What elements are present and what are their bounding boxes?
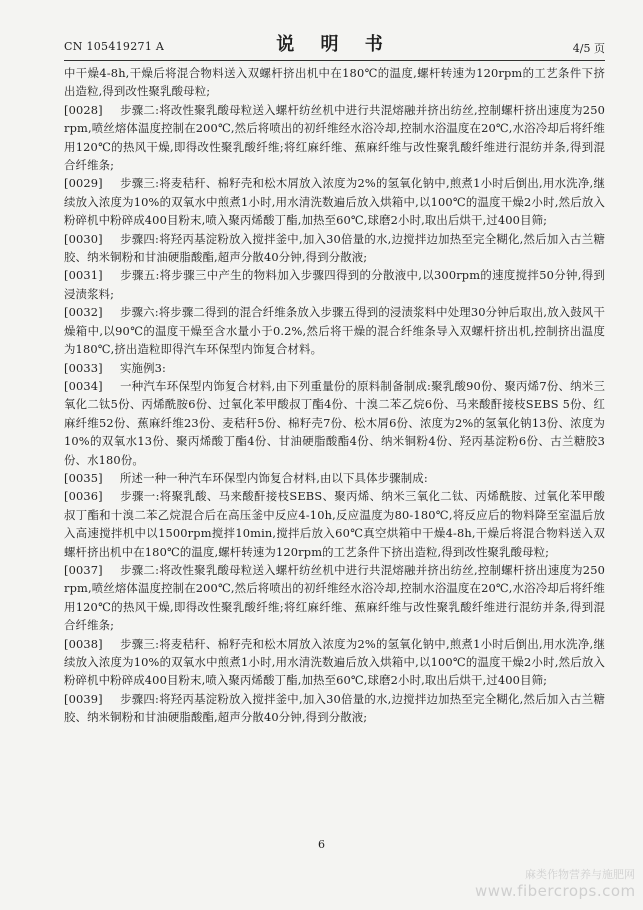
paragraph-text: 步骤一:将聚乳酸、马来酸酐接枝SEBS、聚丙烯、纳米三氧化二钛、丙烯酰胺、过氧化苯甲酸叔丁酯和十溴二苯乙烷混合后在高压釜中反应4-10h,反应温度为80-180℃,将反应后的物料降至室温后放入高速搅拌机中以1500rpm搅拌10min,搅拌后放入60℃真空烘箱中干燥4-8h,干燥后将混合物料送入双螺杆挤出机中在180℃的温度,螺杆转速为120rpm的工艺条件下挤出造粒,得到改性聚乳酸母粒;: [64, 489, 605, 559]
patent-number: CN 105419271 A: [64, 40, 165, 53]
paragraph: [64, 469, 605, 487]
watermark-url: www.fibercrops.com: [475, 882, 636, 900]
paragraph-text: 步骤五:将步骤三中产生的物料加入步骤四得到的分散液中,以300rpm的速度搅拌50分钟,得到浸渍浆料;: [64, 268, 605, 301]
paragraph-text: 所述一种一种汽车环保型内饰复合材料,由以下具体步骤制成:: [120, 470, 428, 485]
paragraph-text: 步骤四:将羟丙基淀粉放入搅拌釜中,加入30倍量的水,边搅拌边加热至完全糊化,然后加入古兰糖胶、纳米铜粉和甘油硬脂酸酯,超声分散40分钟,得到分散液;: [64, 231, 605, 265]
paragraph: [64, 377, 605, 469]
paragraph-text: 中干燥4-8h,干燥后将混合物料送入双螺杆挤出机中在180℃的温度,螺杆转速为120rpm的工艺条件下挤出造粒,得到改性聚乳酸母粒;: [64, 66, 605, 99]
paragraph-number: [0036]: [64, 489, 103, 504]
paragraph-number: [0038]: [64, 636, 103, 651]
paragraph-number: [0035]: [64, 470, 103, 485]
watermark: [475, 866, 635, 900]
paragraph-number: [0031]: [64, 268, 103, 283]
paragraph: [64, 303, 605, 358]
paragraph-text: 步骤三:将麦秸秆、棉籽壳和松木屑放入浓度为2%的氢氧化钠中,煎煮1小时后倒出,用水洗净,继续放入浓度为10%的双氧水中煎煮1小时,用水清洗数遍后放入烘箱中,以100℃的温度干燥2小时,然后放入粉碎机中粉碎成400目粉末,喷入聚丙烯酸丁酯,加热至60℃,球磨2小时,取出后烘干,过400目筛;: [64, 176, 605, 228]
page-header: [64, 30, 605, 58]
paragraph-number: [0034]: [64, 378, 103, 393]
paragraph-number: [0039]: [64, 691, 103, 706]
paragraph-number: [0037]: [64, 562, 103, 577]
paragraph-text: 步骤三:将麦秸秆、棉籽壳和松木屑放入浓度为2%的氢氧化钠中,煎煮1小时后倒出,用水洗净,继续放入浓度为10%的双氧水中煎煮1小时,用水清洗数遍后放入烘箱中,以100℃的温度干燥2小时,然后放入粉碎机中粉碎成400目粉末,喷入聚丙烯酸丁酯,加热至60℃,球磨2小时,取出后烘干,过400目筛;: [64, 636, 605, 688]
paragraph: [64, 487, 605, 561]
paragraph: [64, 635, 605, 690]
paragraph: [64, 101, 605, 175]
document-body: [64, 64, 605, 727]
paragraph: [64, 690, 605, 727]
paragraph-number: [0030]: [64, 231, 103, 246]
paragraph: [64, 64, 605, 101]
paragraph-text: 步骤二:将改性聚乳酸母粒送入螺杆纺丝机中进行共混熔融并挤出纺丝,控制螺杆挤出速度为250rpm,喷丝熔体温度控制在200℃,然后将喷出的初纤维经水浴冷却,控制水浴温度在20℃,水浴冷却后将纤维用120℃的热风干燥,即得改性聚乳酸纤维;将红麻纤维、蕉麻纤维与改性聚乳酸纤维进行混纺并条,得到混合纤维条;: [64, 562, 605, 633]
page-number: 6: [318, 838, 325, 851]
header-rule: [64, 60, 605, 61]
paragraph-text: 一种汽车环保型内饰复合材料,由下列重量份的原料制备制成:聚乳酸90份、聚丙烯7份、纳米三氧化二钛5份、丙烯酰胺6份、过氧化苯甲酸叔丁酯4份、十溴二苯乙烷6份、马来酸酐接枝SEBS 5份、红麻纤维52份、蕉麻纤维23份、麦秸秆5份、棉籽壳7份、松木屑6份、浓度为2%的氢氧化钠13份、浓度为10%的双氧水13份、聚丙烯酸丁酯4份、甘油硬脂酸酯4份、纳米铜粉4份、羟丙基淀粉6份、古兰糖胶3份、水180份。: [64, 378, 605, 467]
paragraph-text: 步骤四:将羟丙基淀粉放入搅拌釜中,加入30倍量的水,边搅拌边加热至完全糊化,然后加入古兰糖胶、纳米铜粉和甘油硬脂酸酯,超声分散40分钟,得到分散液;: [64, 691, 605, 725]
paragraph-number: [0032]: [64, 305, 103, 320]
paragraph-text: 步骤六:将步骤二得到的混合纤维条放入步骤五得到的浸渍浆料中处理30分钟后取出,放入鼓风干燥箱中,以90℃的温度干燥至含水量小于0.2%,然后将干燥的混合纤维条导入双螺杆挤出机,控制挤出温度为180℃,挤出造粒即得汽车环保型内饰复合材料。: [64, 305, 605, 357]
paragraph: [64, 359, 605, 377]
paragraph-number: [0029]: [64, 176, 103, 191]
paragraph: [64, 230, 605, 267]
paragraph: [64, 174, 605, 229]
paragraph-number: [0033]: [64, 360, 103, 375]
document-title: 说 明 书: [276, 34, 393, 55]
paragraph: [64, 561, 605, 635]
paragraph-text: 实施例3:: [120, 360, 167, 375]
watermark-site-name: 麻类作物营养与施肥网: [525, 868, 635, 881]
paragraph: [64, 266, 605, 303]
page-indicator: 4/5 页: [572, 42, 605, 55]
paragraph-text: 步骤二:将改性聚乳酸母粒送入螺杆纺丝机中进行共混熔融并挤出纺丝,控制螺杆挤出速度为250rpm,喷丝熔体温度控制在200℃,然后将喷出的初纤维经水浴冷却,控制水浴温度在20℃,水浴冷却后将纤维用120℃的热风干燥,即得改性聚乳酸纤维;将红麻纤维、蕉麻纤维与改性聚乳酸纤维进行混纺并条,得到混合纤维条;: [64, 102, 605, 173]
paragraph-number: [0028]: [64, 102, 103, 117]
